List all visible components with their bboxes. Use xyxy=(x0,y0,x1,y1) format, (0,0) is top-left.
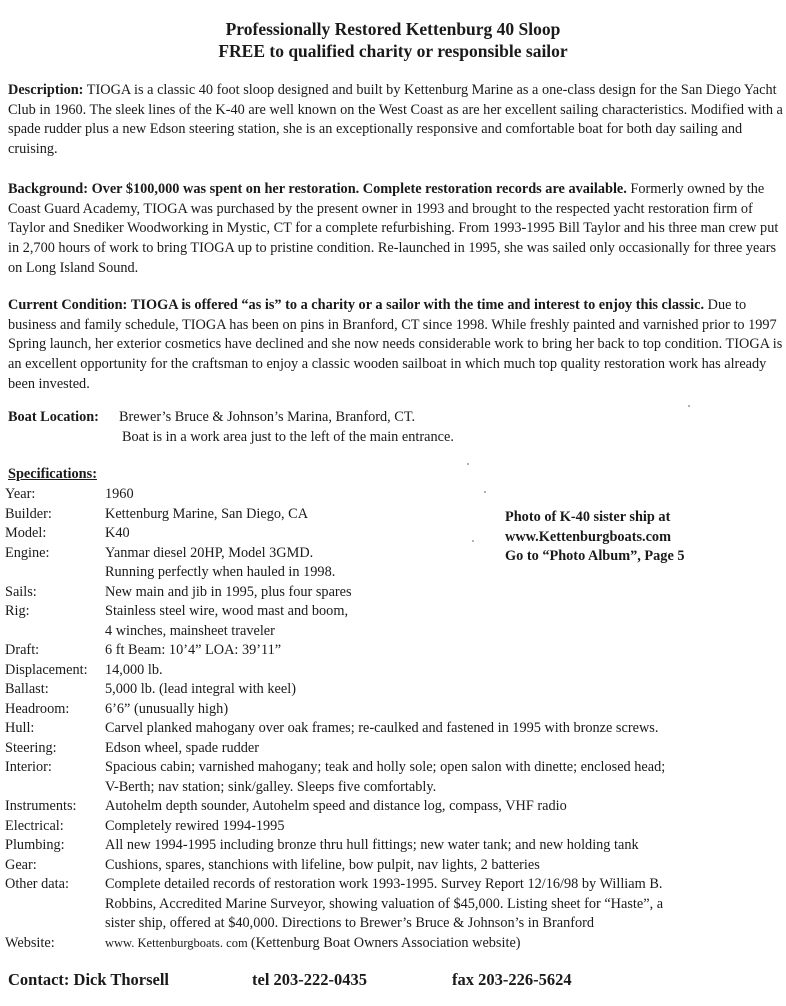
spec-value: All new 1994-1995 including bronze thru hull fittings; new water tank; and new holding tank xyxy=(105,837,639,853)
spec-label: Interior: xyxy=(5,759,52,775)
spec-row xyxy=(5,856,780,876)
spec-row-website xyxy=(5,934,780,954)
spec-value: 5,000 lb. (lead integral with keel) xyxy=(105,681,296,697)
scan-speck xyxy=(688,405,690,407)
spec-row xyxy=(5,739,780,759)
spec-value: Completely rewired 1994-1995 xyxy=(105,817,285,834)
spec-label: Headroom: xyxy=(5,700,70,717)
spec-label: Displacement: xyxy=(5,661,88,678)
spec-row xyxy=(5,719,780,739)
background-text: Formerly owned by the Coast Guard Academy, TIOGA was purchased by the present owner in 1993 and brought to the respected yacht restoration firm of Taylor and Snediker Woodworking in Mystic, CT for a complete refurbishing. From 1993-1995 Bill Taylor and his three man crew put in 2,700 hours of work to bring TIOGA up to pristine condition. Re-launched in 1995, she was sailed only occasionally for three years on Long Island Sound. xyxy=(8,181,779,276)
spec-label: Model: xyxy=(5,525,47,541)
location-line2: Boat is in a work area just to the left of the main entrance. xyxy=(122,429,454,445)
spec-label: Website: xyxy=(5,934,55,951)
photo-note: Photo of K-40 sister ship at www.Kettenburgboats.com Go to “Photo Album”, Page 5 xyxy=(505,509,685,564)
background-label: Background: xyxy=(8,181,88,197)
spec-label: Gear: xyxy=(5,856,37,873)
location-label: Boat Location: xyxy=(8,409,99,425)
spec-row xyxy=(5,583,780,603)
location-line1: Brewer’s Bruce & Johnson’s Marina, Branford, CT. xyxy=(119,409,416,425)
spec-label: Other data: xyxy=(5,876,69,892)
specifications-heading: Specifications: xyxy=(8,466,97,482)
spec-label: Rig: xyxy=(5,603,30,619)
spec-row xyxy=(5,817,780,837)
spec-value: 6 ft Beam: 10’4” LOA: 39’11” xyxy=(105,642,282,658)
website-link[interactable]: www. Kettenburgboats. com xyxy=(105,935,248,950)
spec-value: Autohelm depth sounder, Autohelm speed and distance log, compass, VHF radio xyxy=(105,798,567,814)
spec-value: Carvel planked mahogany over oak frames; re-caulked and fastened in 1995 with bronze screws. xyxy=(105,720,659,736)
scan-speck xyxy=(467,463,469,465)
spec-value: Yanmar diesel 20HP, Model 3GMD. Running perfectly when hauled in 1998. xyxy=(105,544,336,580)
website-note: (Kettenburg Boat Owners Association website) xyxy=(250,934,521,951)
spec-value: Stainless steel wire, wood mast and boom, 4 winches, mainsheet traveler xyxy=(105,603,349,639)
spec-label: Sails: xyxy=(5,583,37,600)
contact-fax: fax 203-226-5624 xyxy=(452,970,572,989)
spec-label: Electrical: xyxy=(5,817,64,834)
flyer-title: Professionally Restored Kettenburg 40 Sloop xyxy=(225,19,561,39)
spec-value: Kettenburg Marine, San Diego, CA xyxy=(105,505,309,522)
spec-value: Complete detailed records of restoration work 1993-1995. Survey Report 12/16/98 by William B. Robbins, Accredited Marine Surveyor, showing valuation of $45,000. Listing sheet for “Haste”, a sister ship, offered at $40,000. Directions to Brewer’s Bruce & Johnson’s in Branford xyxy=(105,876,664,931)
spec-row xyxy=(5,602,780,641)
spec-row xyxy=(5,758,780,797)
contact-name: Contact: Dick Thorsell xyxy=(8,970,170,989)
spec-row xyxy=(5,485,780,505)
spec-value: Cushions, spares, stanchions with lifeline, bow pulpit, nav lights, 2 batteries xyxy=(105,856,540,873)
spec-row xyxy=(5,797,780,817)
description-paragraph xyxy=(8,81,783,160)
spec-value: K40 xyxy=(105,525,130,541)
spec-value: New main and jib in 1995, plus four spares xyxy=(105,583,352,600)
description-label: Description: xyxy=(8,82,84,98)
contact-tel: tel 203-222-0435 xyxy=(252,970,368,989)
spec-label: Builder: xyxy=(5,505,52,522)
spec-value: 14,000 lb. xyxy=(105,661,163,678)
background-paragraph xyxy=(8,180,783,279)
description-text: TIOGA is a classic 40 foot sloop designed and built by Kettenburg Marine as a one-class design for the San Diego Yacht Club in 1960. The sleek lines of the K-40 are well known on the West Coast as are her excellent sailing characteristics. Modified with a spade rudder plus a new Edson steering station, she is an exceptionally responsive and comfortable boat for both day sailing and cruising. xyxy=(8,82,783,158)
condition-label: Current Condition: xyxy=(8,297,128,313)
spec-row xyxy=(5,836,780,856)
spec-value xyxy=(105,934,780,954)
spec-label: Ballast: xyxy=(5,681,49,697)
spec-value: Edson wheel, spade rudder xyxy=(105,739,260,756)
spec-label: Draft: xyxy=(5,642,40,658)
spec-label: Plumbing: xyxy=(5,837,65,853)
background-bold-text: Over $100,000 was spent on her restoration. Complete restoration records are available. xyxy=(91,181,627,197)
condition-text: Due to business and family schedule, TIOGA has been on pins in Branford, CT since 1998. While freshly painted and varnished prior to 1997 Spring launch, her exterior cosmetics have declined and she now needs considerable work to bring her back to top condition. TIOGA is an excellent opportunity for the craftsman to enjoy a classic wooden sailboat in which much top quality restoration work has already been invested. xyxy=(8,297,783,392)
spec-value: 6’6” (unusually high) xyxy=(105,700,229,717)
condition-paragraph xyxy=(8,296,783,395)
scan-speck xyxy=(484,491,486,493)
condition-bold-text: TIOGA is offered “as is” to a charity or a sailor with the time and interest to enjoy this classic. xyxy=(130,297,705,313)
spec-value: Spacious cabin; varnished mahogany; teak and holly sole; open salon with dinette; enclosed head; V-Berth; nav station; sink/galley. Sleeps five comfortably. xyxy=(105,759,666,795)
spec-label: Steering: xyxy=(5,739,57,756)
spec-value: 1960 xyxy=(105,486,134,502)
spec-row xyxy=(5,875,780,934)
scan-speck xyxy=(472,540,474,542)
spec-row xyxy=(5,641,780,661)
spec-label: Engine: xyxy=(5,544,50,561)
flyer-subtitle: FREE to qualified charity or responsible sailor xyxy=(218,41,568,61)
spec-row xyxy=(5,680,780,700)
spec-row xyxy=(5,661,780,681)
spec-row xyxy=(5,700,780,720)
spec-label: Year: xyxy=(5,486,36,502)
spec-label: Hull: xyxy=(5,720,35,736)
spec-label: Instruments: xyxy=(5,798,77,814)
